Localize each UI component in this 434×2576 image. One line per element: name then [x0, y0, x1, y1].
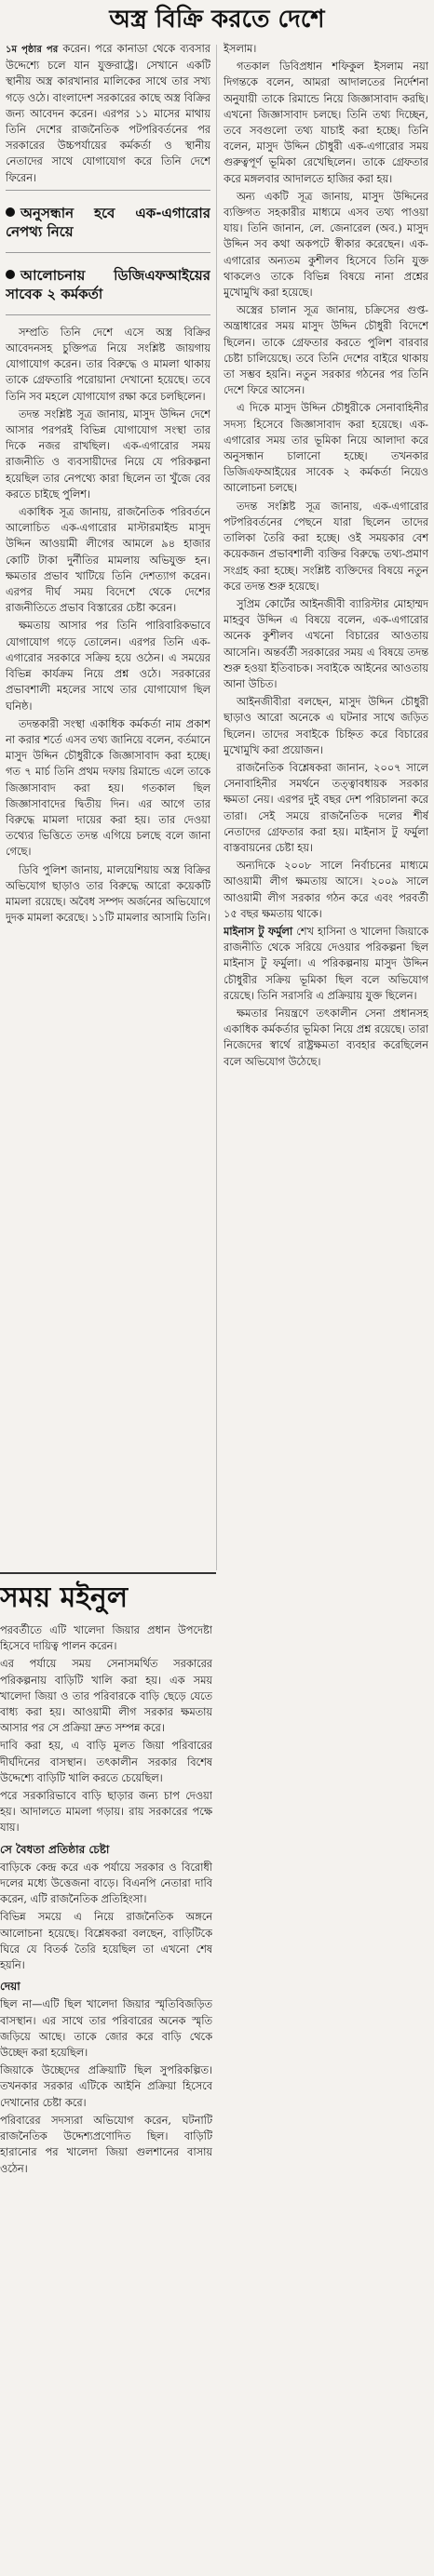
article-paragraph: বাড়িকে কেন্দ্র করে এক পর্যায়ে সরকার ও বিরোধী দলের মধ্যে উত্তেজনা বাড়ে। বিএনপি নেতারা দাবি করেন, এটি রাজনৈতিক প্রতিহিংসা। — [0, 1861, 212, 1906]
article-paragraph: অন্য একটি সূত্র জানায়, মাসুদ উদ্দিনের ব্যক্তিগত সহকারীর মাধ্যমে এসব তথ্য পাওয়া যায়। তিনি জানান, লে. জেনারেল (অব.) মাসুদ উদ্দিন সব কথা অকপটে স্বীকার করেছেন। এক-এগারোর অন্যতম কুশীলব হিসেবে তিনি যুক্ত থাকলেও তাকে বিভিন্ন বিষয়ে নানা প্রশ্নের মুখোমুখি করা হয়েছে। — [224, 190, 428, 300]
article-paragraph: অন্যদিকে ২০০৮ সালে নির্বাচনের মাধ্যমে আওয়ামী লীগ ক্ষমতায় আসে। ২০০৯ সালে আওয়ামী লীগ সরকার গঠন করে এবং পরবর্তী ১৫ বছর ক্ষমতায় থাকে। — [224, 860, 428, 920]
article-paragraph: ক্ষমতার নিয়ন্ত্রণে তৎকালীন সেনা প্রধানসহ একাধিক কর্মকর্তার ভূমিকা নিয়ে প্রশ্ন রয়েছে। তারা নিজেদের স্বার্থে রাষ্ট্রক্ষমতা ব্যবহার করেছিলেন বলে অভিযোগ উঠেছে। — [224, 1007, 428, 1068]
left-column — [6, 41, 210, 1567]
article-paragraph: ক্ষমতায় আসার পর তিনি পারিবারিকভাবে যোগাযোগ গড়ে তোলেন। এরপর তিনি এক-এগারোর সরকারে সক্রিয় হয়ে ওঠেন। এ সময়ের বিভিন্ন কার্যক্রম নিয়ে প্রশ্ন ওঠে। সরকারের প্রভাবশালী মহলের সাথে তার যোগাযোগ ছিল ঘনিষ্ঠ। — [6, 620, 210, 713]
pullquote — [6, 262, 210, 309]
subheading: সে বৈধতা প্রতিষ্ঠার চেষ্টা — [0, 1842, 110, 1856]
divider — [6, 252, 210, 253]
inline-subhead: মাইনাস টু ফর্মুলা — [224, 925, 293, 938]
article-paragraph: এর পর্যায়ে সময় সেনাসমর্থিত সরকারের পরিকল্পনায় বাড়িটি খালি করা হয়। এক সময় খালেদা জিয়া ও তার পরিবারকে বাড়ি ছেড়ে যেতে বাধ্য করা হয়। আওয়ামী লীগ সরকার ক্ষমতায় আসার পর সে প্রক্রিয়া দ্রুত সম্পন্ন করে। — [0, 1658, 212, 1735]
headline: অস্ত্র বিক্রি করতে দেশে — [109, 6, 325, 33]
article-paragraph: একাধিক সূত্র জানায়, রাজনৈতিক পরিবর্তনে আলোচিত এক-এগারোর মাস্টারমাইন্ড মাসুদ উদ্দিন আওয়ামী লীগের আমলে ৯৪ হাজার কোটি টাকা দুর্নীতির মামলায় অভিযুক্ত হন। ক্ষমতার প্রভাব খাটিয়ে তিনি দেশত্যাগ করেন। এরপর দীর্ঘ সময় বিদেশে থেকে দেশের রাজনীতিতে প্রভাব বিস্তারের চেষ্টা করেন। — [6, 506, 210, 615]
article-paragraph: তদন্তকারী সংস্থা একাধিক কর্মকর্তা নাম প্রকাশ না করার শর্তে এসব তথ্য জানিয়ে বলেন, বর্তমানে মাসুদ উদ্দিন চৌধুরীকে জিজ্ঞাসাবাদ করা হচ্ছে। গত ৭ মার্চ তিনি প্রথম দফায় রিমান্ডে এলে তাকে জিজ্ঞাসাবাদ করা হয়। গতকাল ছিল জিজ্ঞাসাবাদের দ্বিতীয় দিন। এর আগে তার বিরুদ্ধে মামলা দায়ের করা হয়। তার দেওয়া তথ্যের ভিত্তিতে তদন্ত এগিয়ে চলছে বলে জানা গেছে। — [6, 717, 210, 859]
pullquote-text: অনুসন্ধান হবে এক-এগারোর নেপথ্য নিয়ে — [6, 204, 210, 240]
article-paragraph: তদন্ত সংশ্লিষ্ট সূত্র জানায়, এক-এগারোর পটপরিবর্তনের পেছনে যারা ছিলেন তাদের তালিকা তৈরি করা হচ্ছে। ওই সময়কার বেশ কয়েকজন প্রভাবশালী ব্যক্তির বিরুদ্ধে তথ্য-প্রমাণ সংগ্রহ করা হচ্ছে। সংশ্লিষ্ট ব্যক্তিদের বিষয়ে নতুন করে তদন্ত শুরু হয়েছে। — [224, 500, 428, 593]
divider — [6, 314, 210, 315]
continuation-label: ১ম পৃষ্ঠার পর — [6, 45, 59, 55]
article-paragraph: পরবর্তীতে এটি খালেদা জিয়ার প্রধান উপদেষ্টা হিসেবে দায়িত্ব পালন করেন। — [0, 1624, 212, 1653]
story2-headline: সময় মইনুল — [0, 1582, 129, 1614]
article-paragraph: তদন্ত সংশ্লিষ্ট সূত্র জানায়, মাসুদ উদ্দিন দেশে আসার পরপরই বিভিন্ন যোগাযোগ সংস্থা তার দিকে নজর রাখছিল। এক-এগারোর সময় রাজনীতি ও ব্যবসায়ীদের নিয়ে যে পরিকল্পনা হয়েছিল তার নেপথ্যে কারা ছিলেন তা খুঁজে বের করতে চাইছে পুলিশ। — [6, 407, 210, 501]
article-paragraph: ছিল না—এটি ছিল খালেদা জিয়ার স্মৃতিবিজড়িত বাসস্থান। এর সাথে তার পরিবারের অনেক স্মৃতি জড়িয়ে আছে। তাকে জোর করে বাড়ি থেকে উচ্ছেদ করা হয়েছিল। — [0, 1998, 212, 2060]
paragraph-text: করেন। পরে কানাডা থেকে ব্যবসার উদ্দেশ্যে চলে যান যুক্তরাষ্ট্রে। সেখানে একটি স্থানীয় অস্ত্র কারখানার মালিকের সাথে তার সখ্য গড়ে ওঠে। বাংলাদেশ সরকারের কাছে অস্ত্র বিক্রির জন্য আবেদন করেন। এরপর ১১ মাসের মাথায় তিনি দেশের রাজনৈতিক পটপরিবর্তনের পর সরকারের উচ্চপর্যায়ের কর্মকর্তা ও স্থানীয় নেতাদের সাথে যোগাযোগ করে তিনি দেশে ফিরেন। — [6, 43, 210, 184]
divider — [6, 190, 210, 191]
column-divider — [216, 45, 217, 1570]
bullet-icon — [6, 207, 15, 217]
story-divider — [0, 1572, 216, 1574]
article-paragraph: সুপ্রিম কোর্টের আইনজীবী ব্যারিস্টার মোহাম্মদ মাহবুব উদ্দিন এ বিষয়ে বলেন, এক-এগারোর অনেক কুশীলব এখনো বিচারের আওতায় আসেনি। অন্তর্বর্তী সরকারের সময় এ বিষয়ে তদন্ত শুরু হওয়া ইতিবাচক। সবাইকে আইনের আওতায় আনা উচিত। — [224, 597, 428, 690]
article-paragraph: বিভিন্ন সময়ে এ নিয়ে রাজনৈতিক অঙ্গনে আলোচনা হয়েছে। বিশ্লেষকরা বলছেন, বাড়িটিকে ঘিরে যে বিতর্ক তৈরি হয়েছিল তা এখনো শেষ হয়নি। — [0, 1911, 212, 1972]
subheading: দেয়া — [0, 1980, 20, 1994]
bullet-icon — [6, 270, 15, 279]
article-paragraph — [6, 41, 210, 186]
paragraph-text: শেখ হাসিনা ও খালেদা জিয়াকে রাজনীতি থেকে সরিয়ে দেওয়ার পরিকল্পনা ছিল মাইনাস টু ফর্মুলা। এ পরিকল্পনায় মাসুদ উদ্দিন চৌধুরীর সক্রিয় ভূমিকা ছিল বলে অভিযোগ রয়েছে। তিনি সরাসরি এ প্রক্রিয়ায় যুক্ত ছিলেন। — [224, 925, 428, 1002]
article-paragraph: পরে সরকারিভাবে বাড়ি ছাড়ার জন্য চাপ দেওয়া হয়। আদালতে মামলা গড়ায়। রায় সরকারের পক্ষে যায়। — [0, 1790, 212, 1835]
article-paragraph: এ দিকে মাসুদ উদ্দিন চৌধুরীকে সেনাবাহিনীর সদস্য হিসেবে জিজ্ঞাসাবাদ করা হয়েছে। এক-এগারোর সময় তার ভূমিকা নিয়ে আলাদা করে অনুসন্ধান চালানো হচ্ছে। তখনকার ডিজিএফআইয়ের সাবেক ২ কর্মকর্তা নিয়েও আলোচনা চলছে। — [224, 402, 428, 495]
article-paragraph: আইনজীবীরা বলছেন, মাসুদ উদ্দিন চৌধুরী ছাড়াও আরো অনেকে এ ঘটনার সাথে জড়িত ছিলেন। তাদের সবাইকে চিহ্নিত করে বিচারের মুখোমুখি করা প্রয়োজন। — [224, 696, 428, 756]
article-paragraph — [224, 924, 428, 1004]
article-paragraph: রাজনৈতিক বিশ্লেষকরা জানান, ২০০৭ সালে সেনাবাহিনীর সমর্থনে তত্ত্বাবধায়ক সরকার ক্ষমতা নেয়। এরপর দুই বছর দেশ পরিচালনা করে তারা। সেই সময়ে রাজনৈতিক দলের শীর্ষ নেতাদের গ্রেফতার করা হয়। মাইনাস টু ফর্মুলা বাস্তবায়নের চেষ্টা হয়। — [224, 761, 428, 854]
article-paragraph: অস্ত্রের চালান সূত্র জানায়, চক্রিসের গুপ্ত-অন্ত্রাধারের সময় মাসুদ উদ্দিন চৌধুরী বিদেশে ছিলেন। তাকে গ্রেফতার করতে পুলিশ বারবার চেষ্টা চালিয়েছে। তবে তিনি দেশের বাইরে থাকায় তা সম্ভব হয়নি। নতুন সরকার গঠনের পর তিনি দেশে ফিরে আসেন। — [224, 304, 428, 397]
article-paragraph: সম্প্রতি তিনি দেশে এসে অস্ত্র বিক্রির আবেদনসহ চুক্তিপত্র নিয়ে সংশ্লিষ্ট জায়গায় যোগাযোগ করেন। তার বিরুদ্ধে ও মামলা থাকায় তাকে গ্রেফতারি পরোয়ানা দেখানো হয়েছে। তবে তিনি সব মহলে যোগাযোগ রক্ষা করে চলছিলেন। — [6, 326, 210, 403]
article-paragraph: জিয়াকে উচ্ছেদের প্রক্রিয়াটি ছিল সুপরিকল্পিত। তখনকার সরকার এটিকে আইনি প্রক্রিয়া হিসেবে দেখানোর চেষ্টা করে। — [0, 2064, 212, 2109]
article-paragraph: দাবি করা হয়, এ বাড়ি মূলত জিয়া পরিবারের দীর্ঘদিনের বাসস্থান। তৎকালীন সরকার বিশেষ উদ্দেশ্যে বাড়িটি খালি করতে চেয়েছিল। — [0, 1740, 212, 1784]
pullquote — [6, 200, 210, 247]
article-paragraph: ডিবি পুলিশ জানায়, মালয়েশিয়ায় অস্ত্র বিক্রির অভিযোগ ছাড়াও তার বিরুদ্ধে আরো কয়েকটি মামলা রয়েছে। অবৈধ সম্পদ অর্জনের অভিযোগে দুদক মামলা করেছে। ১১টি মামলার আসামি তিনি। — [6, 863, 210, 925]
right-column — [224, 41, 428, 2571]
article-paragraph: গতকাল ডিবিপ্রধান শফিকুল ইসলাম নয়া দিগন্তকে বলেন, আমরা আদালতের নির্দেশনা অনুযায়ী তাকে রিমান্ডে নিয়ে জিজ্ঞাসাবাদ করছি। এখনো জিজ্ঞাসাবাদ চলছে। তিনি তথ্য দিচ্ছেন, তবে সবগুলো তথ্য যাচাই করা হচ্ছে। তিনি বলেন, মাসুদ উদ্দিন চৌধুরী এক-এগারোর সময় গুরুত্বপূর্ণ ভূমিকা রেখেছিলেন। তাকে গ্রেফতার করে মঙ্গলবার আদালতে হাজির করা হয়। — [224, 60, 428, 185]
article-paragraph: পরিবারের সদস্যরা অভিযোগ করেন, ঘটনাটি রাজনৈতিক উদ্দেশ্যপ্রণোদিত ছিল। বাড়িটি হারানোর পর খালেদা জিয়া গুলশানের বাসায় ওঠেন। — [0, 2114, 212, 2175]
pullquote-text: আলোচনায় ডিজিএফআইয়ের সাবেক ২ কর্মকর্তা — [6, 266, 210, 302]
story2-column — [0, 1622, 212, 2562]
article-paragraph: ইসলাম। — [224, 43, 257, 55]
